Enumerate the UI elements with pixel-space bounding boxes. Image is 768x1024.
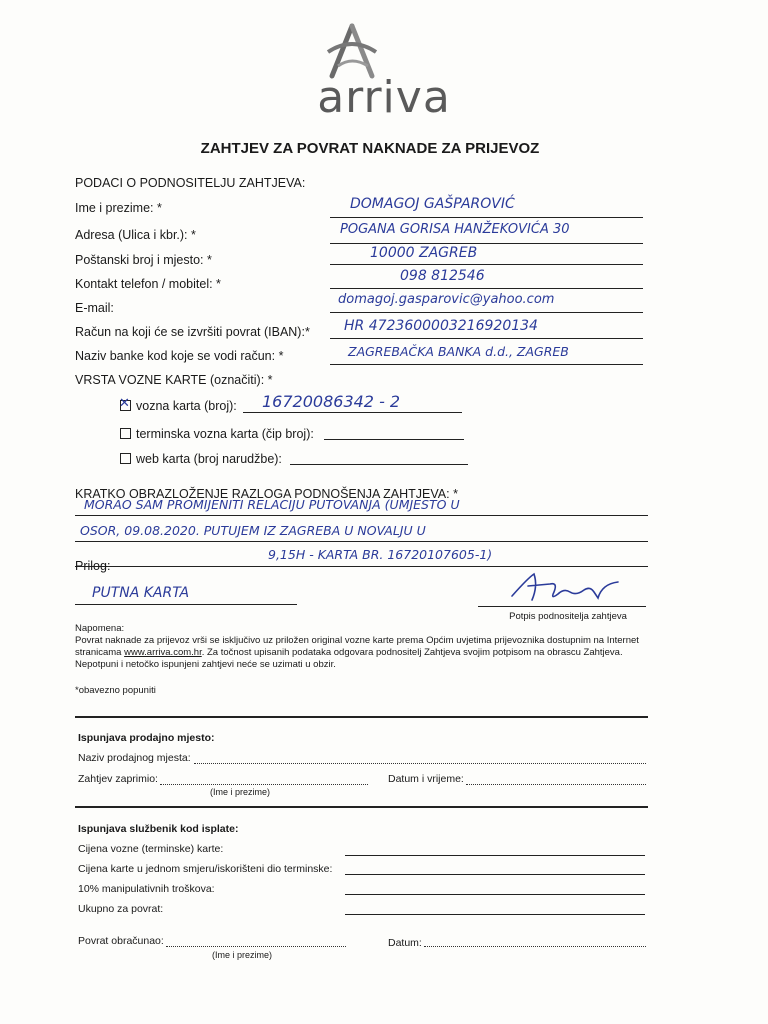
- bank-line: [330, 364, 643, 365]
- calculated-by-field[interactable]: [166, 946, 346, 947]
- ticket-price-label: Cijena vozne (terminske) karte:: [78, 843, 224, 855]
- total-label: Ukupno za povrat:: [78, 903, 164, 915]
- reason-line-1: [75, 515, 648, 516]
- calculated-by-caption: (Ime i prezime): [212, 950, 273, 960]
- ticket-number-line: [243, 412, 462, 413]
- sales-point-field[interactable]: [194, 763, 646, 764]
- total-field[interactable]: [345, 914, 645, 915]
- attachment-value[interactable]: PUTNA KARTA: [92, 585, 190, 601]
- postal-value[interactable]: 10000 ZAGREB: [370, 245, 478, 261]
- name-value[interactable]: DOMAGOJ GAŠPAROVIĆ: [350, 196, 515, 212]
- name-label: Ime i prezime: *: [75, 201, 162, 215]
- postal-label: Poštanski broj i mjesto: *: [75, 253, 212, 267]
- iban-line: [330, 338, 643, 339]
- datetime-field[interactable]: [466, 784, 646, 785]
- form-title: ZAHTJEV ZA POVRAT NAKNADE ZA PRIJEVOZ: [200, 140, 540, 157]
- fee-field[interactable]: [345, 894, 645, 895]
- phone-line: [330, 288, 643, 289]
- ticket-option-3-label: web karta (broj narudžbe):: [136, 452, 282, 466]
- arriva-website-link[interactable]: www.arriva.com.hr: [124, 647, 202, 658]
- ticket-price-field[interactable]: [345, 855, 645, 856]
- ticket-option-1-checkbox[interactable]: [120, 400, 131, 411]
- attachment-label: Prilog:: [75, 559, 111, 573]
- calculated-by-label: Povrat obračunao:: [78, 935, 164, 947]
- address-line: [330, 243, 643, 244]
- note-line-3: Nepotpuni i netočko ispunjeni zahtjevi neće se uzimati u obzir.: [75, 659, 336, 670]
- ticket-option-1-label: vozna karta (broj):: [136, 399, 237, 413]
- reason-heading: KRATKO OBRAZLOŽENJE RAZLOGA PODNOŠENJA ZAHTJEVA: *: [75, 487, 458, 501]
- received-by-label: Zahtjev zaprimio:: [78, 773, 158, 785]
- note-line-2-end: . Za točnost upisanih podataka odgovara podnositelj Zahtjeva svojim potpisom na obrascu Zahtjeva.: [201, 647, 623, 658]
- address-value[interactable]: POGANA GORISA HANŽEKOVIĆA 30: [340, 222, 570, 237]
- note-line-1: Povrat naknade za prijevoz vrši se isključivo uz priložen original vozne karte prema Općim uvjetima prijevoznika dostupnim na Internet: [75, 635, 639, 646]
- email-value[interactable]: domagoj.gasparovic@yahoo.com: [338, 292, 555, 307]
- ticket-option-1[interactable]: [120, 399, 237, 413]
- chip-number-line[interactable]: [324, 439, 464, 440]
- note-heading: Napomena:: [75, 623, 125, 634]
- order-number-line[interactable]: [290, 464, 468, 465]
- ticket-type-heading: VRSTA VOZNE KARTE (označiti): *: [75, 373, 273, 387]
- iban-label: Račun na koji će se izvršiti povrat (IBAN):*: [75, 325, 310, 339]
- arriva-logo-text: arriva: [317, 72, 451, 123]
- ticket-number-value[interactable]: 16720086342 - 2: [262, 392, 401, 411]
- name-line: [330, 217, 643, 218]
- ticket-option-2-checkbox[interactable]: [120, 428, 131, 439]
- ticket-option-2[interactable]: [120, 427, 314, 441]
- payout-section-heading: Ispunjava službenik kod isplate:: [78, 823, 239, 835]
- sales-point-label: Naziv prodajnog mjesta:: [78, 752, 191, 764]
- note-line-2-start: stranicama: [75, 647, 125, 658]
- reason-text-2[interactable]: OSOR, 09.08.2020. PUTUJEM IZ ZAGREBA U NOVALJU U: [80, 523, 426, 538]
- phone-value[interactable]: 098 812546: [400, 268, 485, 284]
- divider-2: [75, 806, 648, 808]
- bank-label: Naziv banke kod koje se vodi račun: *: [75, 349, 284, 363]
- mandatory-note: *obavezno popuniti: [75, 685, 156, 696]
- applicant-signature[interactable]: [498, 566, 628, 606]
- reason-text-3[interactable]: 9,15H - KARTA BR. 16720107605-1): [268, 547, 493, 562]
- email-label: E-mail:: [75, 301, 114, 315]
- received-by-field[interactable]: [160, 784, 368, 785]
- oneway-price-field[interactable]: [345, 874, 645, 875]
- postal-line: [330, 264, 643, 265]
- email-line: [330, 312, 643, 313]
- ticket-option-3-checkbox[interactable]: [120, 453, 131, 464]
- received-by-caption: (Ime i prezime): [210, 787, 271, 797]
- signature-caption: Potpis podnositelja zahtjeva: [509, 611, 627, 622]
- signature-line: [478, 606, 646, 607]
- office-section-heading: Ispunjava prodajno mjesto:: [78, 732, 215, 744]
- date-field[interactable]: [424, 946, 646, 947]
- bank-value[interactable]: ZAGREBAČKA BANKA d.d., ZAGREB: [348, 344, 569, 359]
- reason-text-1[interactable]: MORAO SAM PROMIJENITI RELACIJU PUTOVANJA (UMJESTO U: [84, 497, 460, 512]
- address-label: Adresa (Ulica i kbr.): *: [75, 228, 196, 242]
- applicant-section-heading: PODACI O PODNOSITELJU ZAHTJEVA:: [75, 176, 306, 190]
- phone-label: Kontakt telefon / mobitel: *: [75, 277, 221, 291]
- date-label: Datum:: [388, 937, 422, 949]
- reason-line-2: [75, 541, 648, 542]
- fee-label: 10% manipulativnih troškova:: [78, 883, 215, 895]
- divider-1: [75, 716, 648, 718]
- datetime-label: Datum i vrijeme:: [388, 773, 464, 785]
- iban-value[interactable]: HR 4723600003216920134: [344, 318, 538, 334]
- ticket-option-2-label: terminska vozna karta (čip broj):: [136, 427, 314, 441]
- oneway-price-label: Cijena karte u jednom smjeru/iskorišteni dio terminske:: [78, 863, 333, 875]
- ticket-option-3[interactable]: [120, 452, 282, 466]
- attachment-line: [75, 604, 297, 605]
